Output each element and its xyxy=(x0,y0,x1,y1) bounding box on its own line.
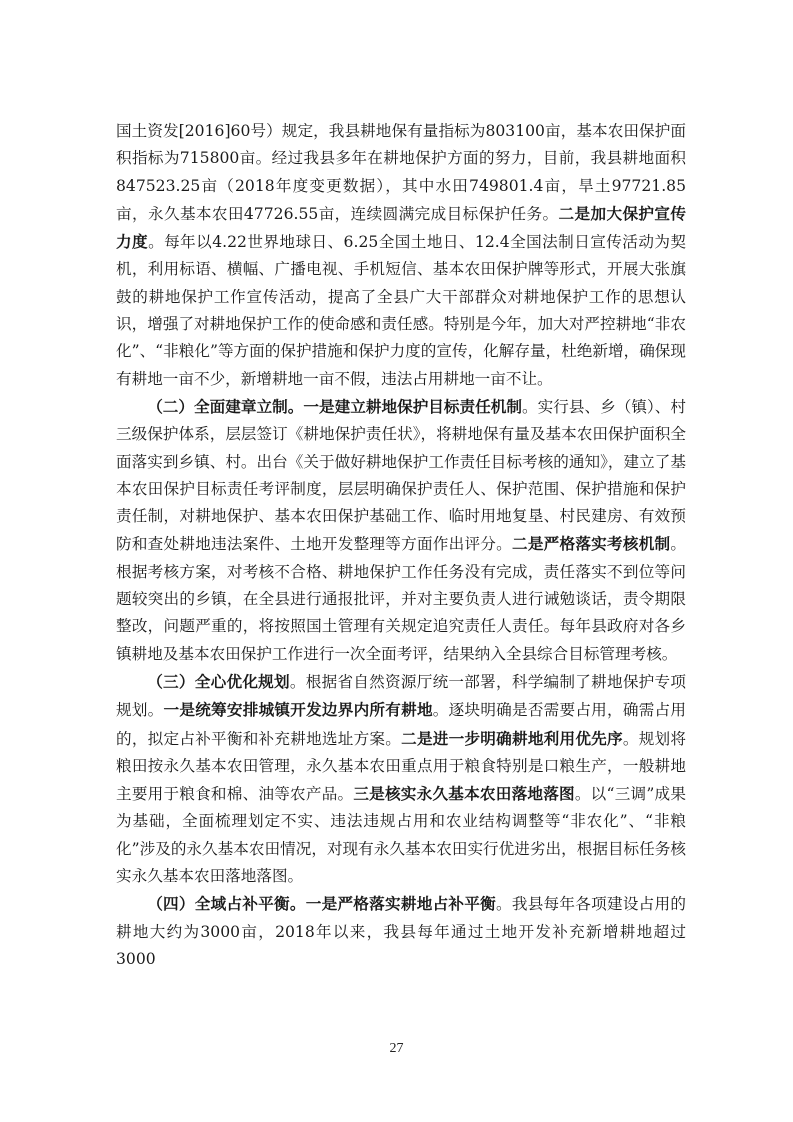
page-number: 27 xyxy=(389,1041,404,1056)
text-run: 。实行县、乡（镇）、村三级保护体系，层层签订《耕地保护责任状》，将耕地保有量及基本农田保护面积全面落实到乡镇、村。出台《关于做好耕地保护工作责任目标考核的通知》，建立了基本农田保护目标责任考评制度，层层明确保护责任人、保护范围、保护措施和保护责任制，对耕地保护、基本农田保护基础工作、临时用地复垦、村民建房、有效预防和查处耕地违法案件、土地开发整理等方面作出评分。 xyxy=(116,397,686,554)
bold-heading-run: （四）全域占补平衡。一是严格落实耕地占补平衡 xyxy=(147,894,496,914)
bold-heading-run: 二是严格落实考核机制 xyxy=(511,534,671,554)
text-run: 。我县每年各项建设占用的耕地大约为3000亩，2018年以来，我县每年通过土地开发补充新增耕地超过3000 xyxy=(116,895,686,968)
bold-heading-run: 二是加大保护宣传力度 xyxy=(116,203,686,252)
bold-heading-run: （二）全面建章立制。一是建立耕地保护目标责任机制 xyxy=(147,396,523,416)
paragraph xyxy=(116,393,686,668)
text-run: 。以“三调”成果为基础，全面梳理划定不实、违法违规占用和农业结构调整等“非农化”、“非粮化”涉及的永久基本农田情况，对现有永久基本农田实行优进劣出，根据目标任务核实永久基本农田落地落图。 xyxy=(116,785,686,886)
text-run: 。根据考核方案，对考核不合格、耕地保护工作任务没有完成，责任落实不到位等问题较突出的乡镇，在全县进行通报批评，并对主要负责人进行诫勉谈话，责令期限整改，问题严重的，将按照国土管理有关规定追究责任人责任。每年县政府对各乡镇耕地及基本农田保护工作进行一次全面考评，结果纳入全县综合目标管理考核。 xyxy=(116,535,686,663)
paragraph xyxy=(116,668,686,890)
body-text xyxy=(116,118,686,973)
text-run: 。规划将粮田按永久基本农田管理，永久基本农田重点用于粮食特别是口粮生产，一般耕地主要用于粮食和棉、油等农产品。 xyxy=(116,729,686,804)
paragraph xyxy=(116,890,686,973)
bold-heading-run: （三）全心优化规划 xyxy=(147,671,290,691)
text-run: 。逐块明确是否需要占用，确需占用的，拟定占补平衡和补充耕地选址方案。 xyxy=(116,701,686,748)
bold-heading-run: 二是进一步明确耕地利用优先序 xyxy=(401,728,623,748)
paragraph xyxy=(116,118,686,393)
text-run: 。每年以4.22世界地球日、6.25全国土地日、12.4全国法制日宣传活动为契机，利用标语、横幅、广播电视、手机短信、基本农田保护牌等形式，开展大张旗鼓的耕地保护工作宣传活动，提高了全县广大干部群众对耕地保护工作的思想认识，增强了对耕地保护工作的使命感和责任感。特别是今年，加大对严控耕地“非农化”、“非粮化”等方面的保护措施和保护力度的宣传，化解存量，杜绝新增，确保现有耕地一亩不少，新增耕地一亩不假，违法占用耕地一亩不让。 xyxy=(116,233,686,388)
text-run: 国土资发[2016]60号）规定，我县耕地保有量指标为803100亩，基本农田保护面积指标为715800亩。经过我县多年在耕地保护方面的努力，目前，我县耕地面积847523.25亩（2018年度变更数据），其中水田749801.4亩，旱土97721.85亩，永久基本农田47726.55亩，连续圆满完成目标保护任务。 xyxy=(116,122,686,223)
bold-heading-run: 一是统筹安排城镇开发边界内所有耕地 xyxy=(163,700,433,720)
text-run: 。根据省自然资源厅统一部署，科学编制了耕地保护专项规划。 xyxy=(116,672,686,720)
bold-heading-run: 三是核实永久基本农田落地落图 xyxy=(353,784,575,804)
